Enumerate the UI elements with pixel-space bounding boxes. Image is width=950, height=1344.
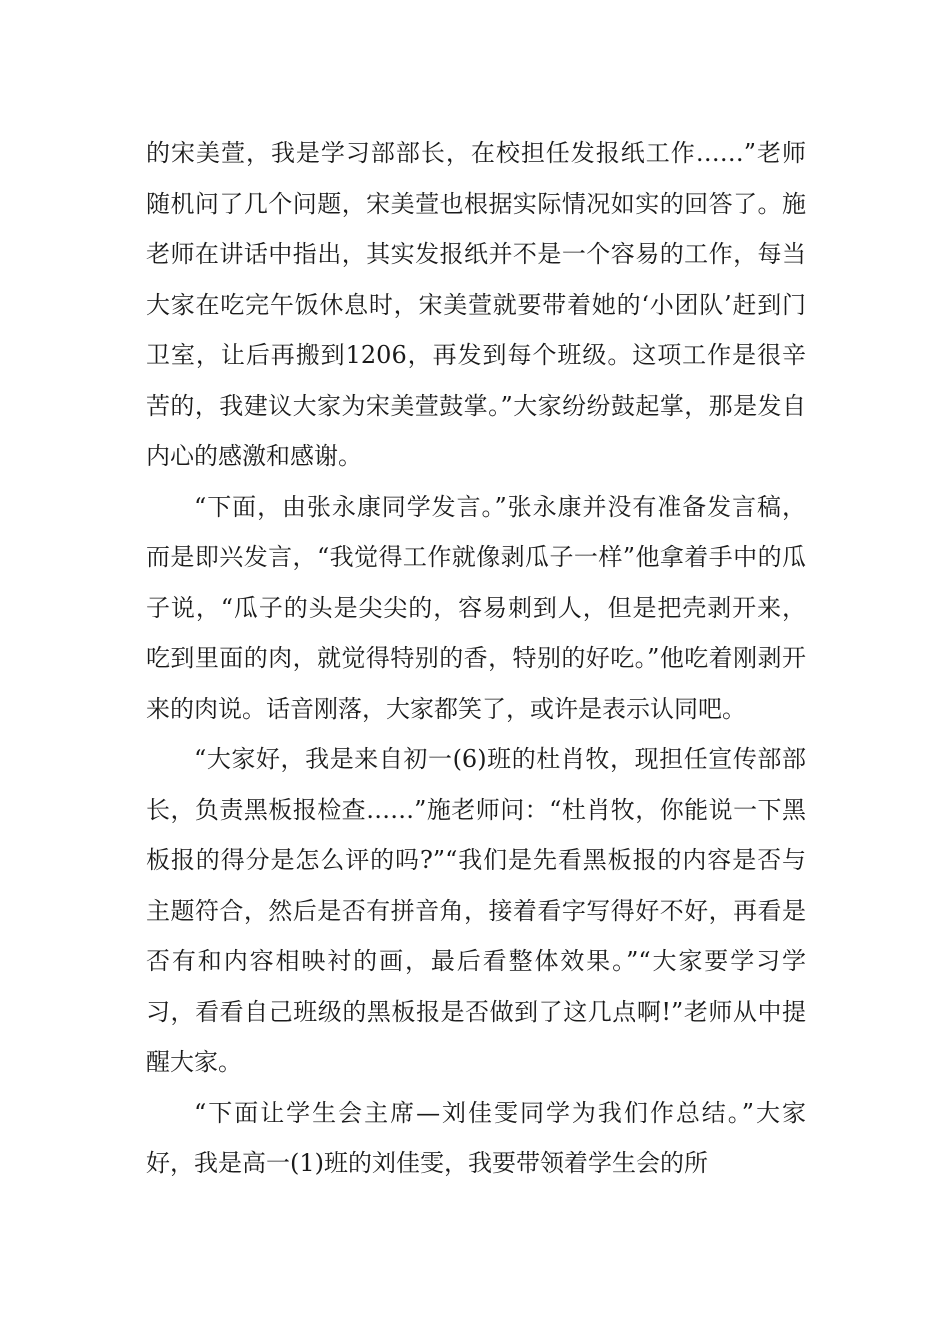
paragraph-4: “下面让学生会主席—刘佳雯同学为我们作总结。”大家好，我是高一(1)班的刘佳雯，我要带领着学生会的所	[146, 1098, 806, 1177]
paragraph-1: 的宋美萱，我是学习部部长，在校担任发报纸工作……”老师随机问了几个问题，宋美萱也根据实际情况如实的回答了。施老师在讲话中指出，其实发报纸并不是一个容易的工作，每当大家在吃完午饭休息时，宋美萱就要带着她的‘小团队’赶到门卫室，让后再搬到1206，再发到每个班级。这项工作是很辛苦的，我建议大家为宋美萱鼓掌。”大家纷纷鼓起掌，那是发自内心的感激和感谢。	[146, 139, 806, 470]
paragraph-3: “大家好，我是来自初一(6)班的杜肖牧，现担任宣传部部长，负责黑板报检查……”施老师问：“杜肖牧，你能说一下黑板报的得分是怎么评的吗?”“我们是先看黑板报的内容是否与主题符合，然后是否有拼音角，接着看字写得好不好，再看是否有和内容相映衬的画，最后看整体效果。”“大家要学习学习，看看自己班级的黑板报是否做到了这几点啊!”老师从中提醒大家。	[146, 745, 806, 1076]
paragraph-2: “下面，由张永康同学发言。”张永康并没有准备发言稿，而是即兴发言，“我觉得工作就像剥瓜子一样”他拿着手中的瓜子说，“瓜子的头是尖尖的，容易刺到人，但是把壳剥开来，吃到里面的肉，就觉得特别的香，特别的好吃。”他吃着刚剥开来的肉说。话音刚落，大家都笑了，或许是表示认同吧。	[146, 492, 806, 723]
body-text	[146, 128, 806, 1189]
